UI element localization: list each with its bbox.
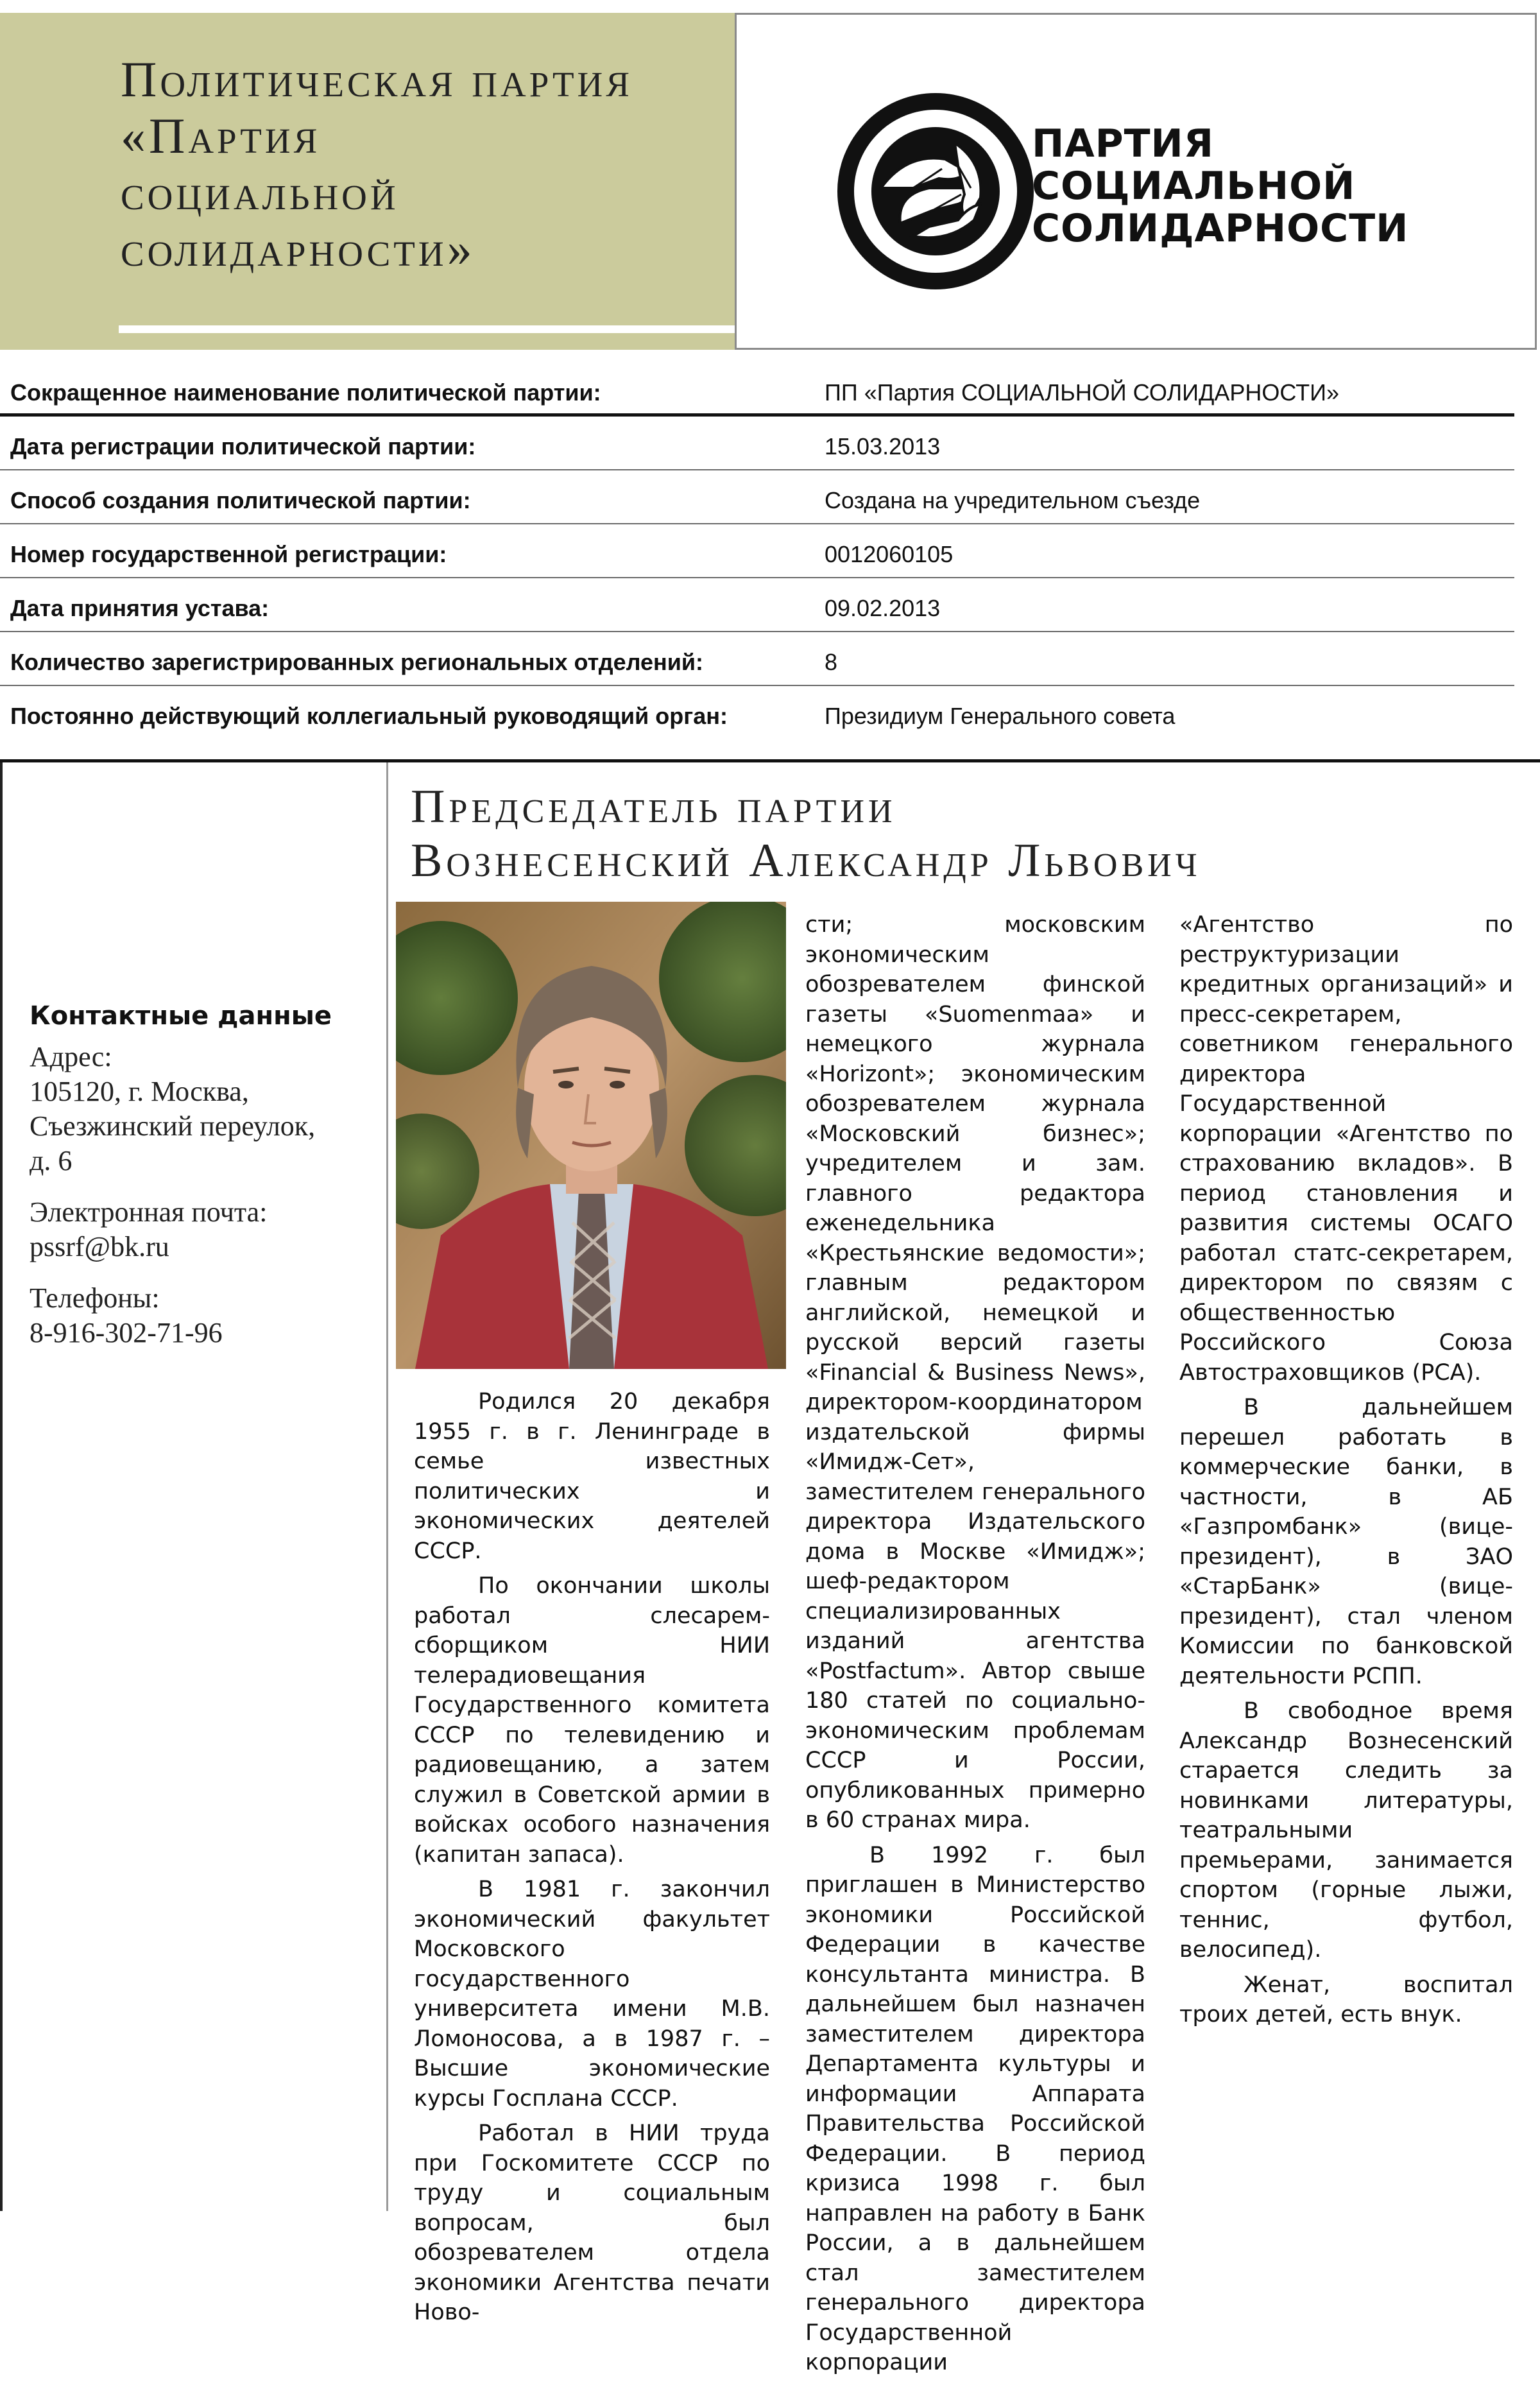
info-row bbox=[0, 417, 1514, 470]
phones-block bbox=[30, 1281, 376, 1350]
header-band bbox=[0, 13, 735, 350]
bio-paragraph: Женат, воспитал троих детей, есть внук. bbox=[1179, 1972, 1513, 2027]
info-value: 8 bbox=[825, 649, 838, 675]
bio-paragraph: Родился 20 декабря 1955 г. в г. Ленинграде в семье известных политических и экономических деятелей СССР. bbox=[414, 1389, 770, 1564]
address-line: Съезжинский переулок, bbox=[30, 1110, 316, 1142]
party-title-line: социальной bbox=[121, 164, 399, 220]
party-info-table bbox=[0, 363, 1514, 740]
contacts-panel bbox=[30, 1001, 376, 1367]
info-row bbox=[0, 524, 1514, 578]
email-label: Электронная почта: bbox=[30, 1196, 268, 1228]
email-block bbox=[30, 1195, 376, 1264]
info-value: ПП «Партия СОЦИАЛЬНОЙ СОЛИДАРНОСТИ» bbox=[825, 379, 1340, 406]
bio-paragraph: По окончании школы работал слесарем-сборщиком НИИ телерадиовещания Государственного комитета СССР по телевидению и радиовещанию, а затем служил в Советской армии в войсках особого назначения (капитан запаса). bbox=[414, 1573, 770, 1868]
logo-text-line: СОЛИДАРНОСТИ bbox=[1032, 206, 1409, 251]
bio-column-1 bbox=[414, 1387, 770, 2333]
logo-wordmark bbox=[1032, 123, 1481, 250]
sidebar-divider bbox=[386, 762, 388, 2211]
phone-value: 8-916-302-71-96 bbox=[30, 1317, 223, 1348]
bio-column-2 bbox=[805, 910, 1145, 2383]
info-label: Сокращенное наименование политической партии: bbox=[10, 379, 601, 406]
info-label: Способ создания политической партии: bbox=[10, 487, 471, 513]
party-title-line: солидарности» bbox=[121, 221, 475, 277]
address-line: д. 6 bbox=[30, 1145, 73, 1176]
info-label: Постоянно действующий коллегиальный руководящий орган: bbox=[10, 703, 728, 729]
info-value: 0012060105 bbox=[825, 541, 954, 567]
bio-paragraph: Работал в НИИ труда при Госкомитете СССР по труду и социальным вопросам, был обозревателем отдела экономики Агентства печати Ново- bbox=[414, 2121, 770, 2325]
party-title-line: «Партия bbox=[121, 108, 321, 164]
phones-label: Телефоны: bbox=[30, 1282, 160, 1314]
contacts-heading: Контактные данные bbox=[30, 1001, 332, 1031]
bio-paragraph: В 1992 г. был приглашен в Министерство экономики Российской Федерации в качестве консультанта министра. В дальнейшем был назначен заместителем директора Департамента культуры и информации Аппарата Правительства Российской Федерации. В период кризиса 1998 г. был направлен на работу в Банк России, а в дальнейшем стал заместителем генерального директора Государственной корпорации bbox=[805, 1842, 1145, 2375]
chair-heading bbox=[411, 780, 1502, 888]
party-logo-emblem-icon bbox=[836, 92, 1035, 291]
info-value: Создана на учредительном съезде bbox=[825, 487, 1201, 513]
party-title-line: Политическая партия bbox=[121, 51, 633, 107]
party-title bbox=[121, 51, 730, 277]
bio-paragraph: В 1981 г. закончил экономический факультет Московского государственного университета имени М.В. Ломоносова, а в 1987 г. – Высшие экономические курсы Госплана СССР. bbox=[414, 1877, 770, 2112]
address-label: Адрес: bbox=[30, 1041, 112, 1072]
title-underline bbox=[119, 325, 735, 333]
info-label: Дата принятия устава: bbox=[10, 595, 270, 621]
info-label: Количество зарегистрированных региональных отделений: bbox=[10, 649, 704, 675]
info-value: 15.03.2013 bbox=[825, 433, 941, 460]
info-value: Президиум Генерального совета bbox=[825, 703, 1176, 729]
sidebar-left-border bbox=[0, 762, 3, 2211]
chairman-portrait-photo bbox=[396, 902, 786, 1369]
logo-text-line: ПАРТИЯ bbox=[1032, 121, 1214, 166]
bio-paragraph: В свободное время Александр Вознесенский старается следить за новинками литературы, театральными премьерами, занимается спортом (горные лыжи, теннис, футбол, велосипед). bbox=[1179, 1698, 1513, 1963]
bio-paragraph: «Агентство по реструктуризации кредитных организаций» и пресс-секретарем, советником генерального директора Государственной корпорации «Агентство по страхованию вкладов». В период становления и развития системы ОСАГО работал статс-секретарем, директором по связям с общественностью Российского Союза Автостраховщиков (РСА). bbox=[1179, 912, 1513, 1386]
address-block bbox=[30, 1040, 376, 1178]
email-value[interactable]: pssrf@bk.ru bbox=[30, 1231, 169, 1262]
info-row bbox=[0, 686, 1514, 740]
bio-paragraph: сти; московским экономическим обозревателем финской газеты «Suomenmaa» и немецкого журнала «Horizont»; экономическим обозревателем журнала «Московский бизнес»; учредителем и зам. главного редактора еженедельника «Крестьянские ведомости»; главным редактором английской, немецкой и русской версий газеты «Financial & Business News», директором-координатором издательской фирмы «Имидж-Сет», заместителем генерального директора Издательского дома в Москве «Имидж»; шеф-редактором специализированных изданий агентства «Postfactum». Автор свыше 180 статей по социально-экономическим проблемам СССР и России, опубликованных примерно в 60 странах мира. bbox=[805, 912, 1145, 1833]
logo-text-line: СОЦИАЛЬНОЙ bbox=[1032, 164, 1356, 209]
bio-column-3 bbox=[1179, 910, 1513, 2035]
info-row bbox=[0, 632, 1514, 686]
info-value: 09.02.2013 bbox=[825, 595, 941, 621]
info-label: Номер государственной регистрации: bbox=[10, 541, 447, 567]
logo-box bbox=[735, 13, 1537, 350]
info-row bbox=[0, 470, 1514, 524]
address-line: 105120, г. Москва, bbox=[30, 1076, 249, 1107]
chair-heading-line: Вознесенский Александр Львович bbox=[411, 834, 1201, 887]
info-row bbox=[0, 578, 1514, 632]
info-label: Дата регистрации политической партии: bbox=[10, 433, 476, 460]
bio-paragraph: В дальнейшем перешел работать в коммерческие банки, в частности, в АБ «Газпромбанк» (вице-президент), в ЗАО «СтарБанк» (вице-президент), стал членом Комиссии по банковской деятельности РСПП. bbox=[1179, 1395, 1513, 1689]
info-row bbox=[0, 363, 1514, 417]
chair-heading-line: Председатель партии bbox=[411, 780, 896, 833]
table-bottom-rule bbox=[0, 759, 1540, 762]
